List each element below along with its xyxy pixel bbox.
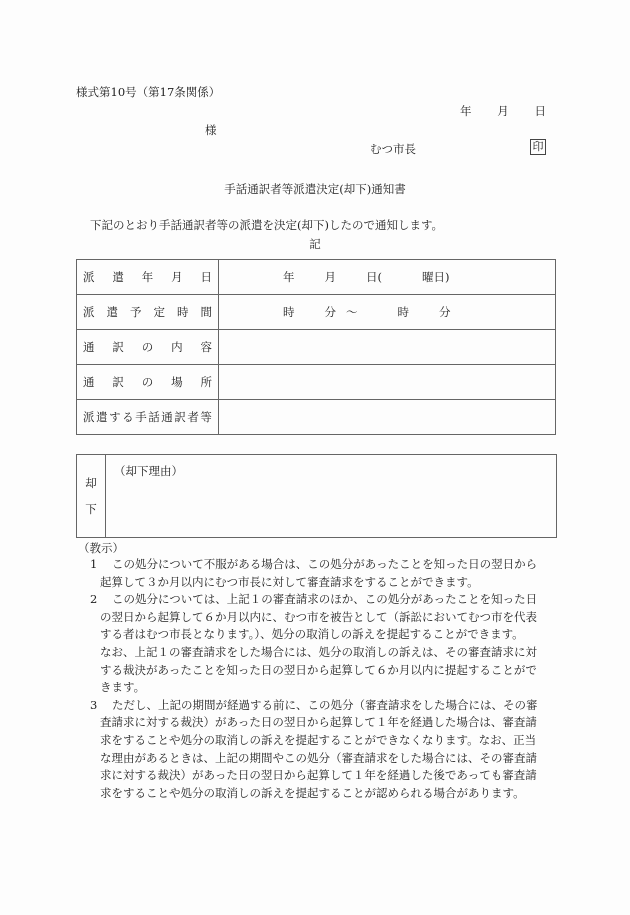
instruction-line: な理由があるときは、上記の期間やこの処分（審査請求をした場合には、その審査請	[100, 750, 537, 765]
row-value-field[interactable]	[219, 295, 556, 330]
row-label-char: 派	[83, 305, 95, 319]
row-value-part: 時	[283, 305, 295, 319]
row-label-char: 者	[187, 410, 199, 424]
rejection-label-char: 下	[85, 502, 97, 516]
instruction-line: 求に対する裁決）があった日の翌日から起算して１年を経過した後であっても審査請	[100, 768, 537, 783]
row-label-char: す	[109, 410, 121, 424]
row-label-char: 通	[83, 375, 95, 389]
row-value-part: 年	[283, 270, 295, 284]
document-title: 手話通訳者等派遣決定(却下)通知書	[224, 182, 406, 196]
row-label-char: 遣	[106, 305, 118, 319]
instruction-item	[88, 697, 558, 803]
row-label-char: 年	[141, 270, 154, 284]
row-label-char: 時	[177, 305, 189, 319]
row-label-char: 所	[200, 375, 212, 389]
row-label-char: 遣	[112, 270, 124, 284]
row-value-part: ～	[346, 305, 358, 319]
instruction-item	[88, 556, 558, 591]
instruction-line: 起算して３か月以内にむつ市長に対して審査請求をすることができます。	[100, 574, 479, 589]
instruction-number: 2	[90, 592, 98, 607]
row-value-field[interactable]	[219, 330, 556, 365]
row-label-char: 派	[83, 270, 95, 284]
instruction-line: 求をすることや処分の取消しの訴えを提起することが認められる場合があります。	[100, 785, 525, 800]
row-label-char: 派	[83, 410, 95, 424]
row-label-char: 間	[200, 305, 212, 319]
row-value-part: 日(	[366, 270, 382, 284]
row-value-part: 分	[324, 305, 336, 319]
row-label-char: 日	[200, 270, 212, 284]
lead-text: 下記のとおり手話通訳者等の派遣を決定(却下)したので通知します。	[90, 218, 444, 232]
row-label-char: 場	[171, 375, 183, 389]
instruction-item	[88, 591, 558, 697]
date-year: 年	[460, 104, 472, 118]
issue-date	[460, 103, 546, 119]
row-value-part: 曜日)	[422, 270, 450, 284]
instruction-line: きます。	[100, 680, 146, 695]
row-label-char: 定	[153, 305, 165, 319]
instruction-line: する者はむつ市長となります。）、処分の取消しの訴えを提起することができます。	[100, 627, 524, 642]
row-label-char: 等	[200, 410, 212, 424]
row-label-char: る	[122, 410, 134, 424]
row-value-part: 時	[397, 305, 409, 319]
row-label-char: 遣	[96, 410, 108, 424]
table-row	[77, 330, 556, 365]
row-label	[77, 330, 219, 365]
row-value-part: 月	[324, 270, 336, 284]
table-row	[77, 400, 556, 435]
dispatch-table	[76, 259, 556, 435]
instruction-number: 1	[90, 557, 98, 571]
row-label-char: 訳	[112, 340, 124, 354]
row-label-char: 通	[161, 410, 173, 424]
issuer: むつ市長	[370, 142, 416, 156]
form-number: 様式第10号（第17条関係）	[76, 85, 221, 99]
table-row	[77, 365, 556, 400]
row-value-field[interactable]	[219, 260, 556, 295]
row-label	[77, 400, 219, 435]
row-value-field[interactable]	[219, 400, 556, 435]
instruction-line: する裁決があったことを知った日の翌日から起算して６か月以内に提起することがで	[100, 662, 537, 677]
row-label-char: 訳	[174, 410, 186, 424]
row-value-field[interactable]	[219, 365, 556, 400]
rejection-box	[76, 454, 557, 538]
row-label-char: の	[141, 340, 154, 354]
row-label-char: 月	[171, 270, 183, 284]
instruction-line: なお、上記１の審査請求をした場合には、処分の取消しの訴えは、その審査請求に対	[100, 644, 537, 659]
addressee-suffix: 様	[205, 123, 217, 137]
instruction-line: の翌日から起算して６か月以内に、むつ市を被告として（訴訟においてむつ市を代表	[100, 609, 537, 624]
table-row	[77, 295, 556, 330]
ki-heading: 記	[309, 237, 321, 251]
row-label	[77, 295, 219, 330]
row-label-char: 手	[135, 410, 147, 424]
rejection-reason-label: （却下理由）	[114, 464, 183, 478]
row-label-char: の	[141, 375, 154, 389]
instructions-list	[88, 556, 558, 802]
row-label-char: 訳	[112, 375, 124, 389]
date-month: 月	[497, 104, 509, 118]
table-row	[77, 260, 556, 295]
instruction-line: ただし、上記の期間が経過する前に、この処分（審査請求をした場合には、その審	[112, 697, 538, 712]
instruction-number: 3	[90, 697, 98, 712]
row-label	[77, 260, 219, 295]
rejection-label	[77, 455, 106, 537]
date-day: 日	[534, 104, 546, 118]
row-label-char: 予	[130, 305, 142, 319]
seal-icon: 印	[530, 139, 546, 155]
row-label-char: 内	[171, 340, 183, 354]
rejection-reason-field[interactable]	[106, 455, 183, 537]
instruction-line: この処分については、上記１の審査請求のほか、この処分があったことを知った日	[112, 592, 538, 607]
row-label-char: 話	[148, 410, 160, 424]
instruction-text	[100, 556, 558, 591]
instruction-text	[100, 591, 558, 697]
row-value-part: 分	[439, 305, 451, 319]
instruction-line: 査請求に対する裁決）があった日の翌日から起算して１年を経過した場合は、審査請	[100, 715, 537, 730]
rejection-label-char: 却	[85, 476, 97, 490]
instruction-line: 求をすることや処分の取消しの訴えを提起することができなくなります。なお、正当	[100, 732, 537, 747]
row-label	[77, 365, 219, 400]
instruction-text	[100, 697, 558, 803]
row-label-char: 通	[83, 340, 95, 354]
row-label-char: 容	[200, 340, 212, 354]
instructions-heading: （教示）	[78, 541, 124, 555]
instruction-line: この処分について不服がある場合は、この処分があったことを知った日の翌日から	[112, 557, 538, 571]
